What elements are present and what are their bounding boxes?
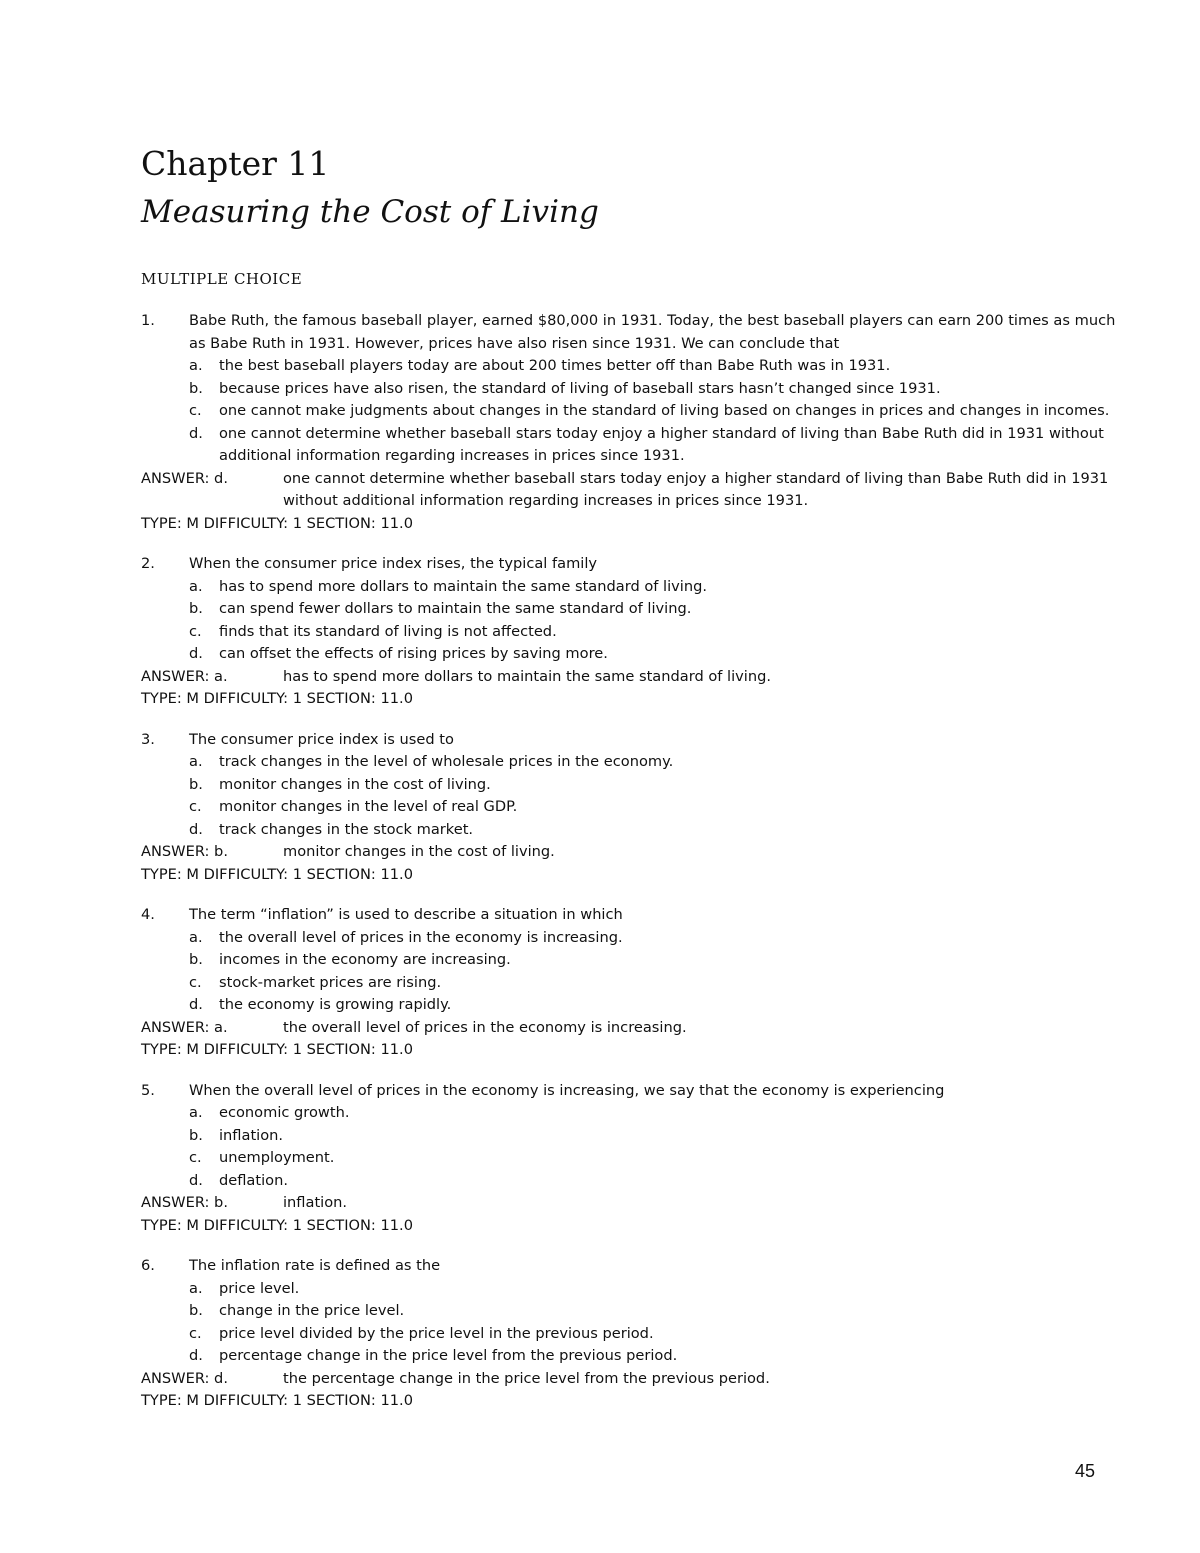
question-stem: When the consumer price index rises, the typical family	[189, 555, 598, 572]
question-item	[141, 310, 1121, 535]
question-number: 1.	[141, 312, 155, 329]
choice-list	[141, 355, 1121, 468]
choice-letter: d.	[189, 645, 203, 662]
choice-letter: a.	[189, 1104, 203, 1121]
question-meta: TYPE: M DIFFICULTY: 1 SECTION: 11.0	[141, 865, 413, 883]
choice-item	[141, 423, 1121, 468]
choice-text: monitor changes in the cost of living.	[219, 775, 491, 793]
choice-text: incomes in the economy are increasing.	[219, 951, 511, 968]
choice-item	[141, 949, 1121, 972]
choice-item	[141, 774, 1121, 797]
choice-item	[141, 1170, 1121, 1193]
choice-letter: d.	[189, 996, 203, 1013]
choice-text: unemployment.	[219, 1149, 335, 1166]
answer-text: the percentage change in the price level from the previous period.	[283, 1369, 770, 1387]
choice-list	[141, 1102, 1121, 1192]
answer-label: ANSWER: b.	[141, 843, 228, 860]
choice-letter: b.	[189, 1126, 203, 1144]
choice-text: change in the price level.	[219, 1302, 405, 1319]
question-line	[141, 1080, 1121, 1103]
answer-text: has to spend more dollars to maintain the same standard of living.	[283, 667, 772, 685]
question-item	[141, 1255, 1121, 1413]
choice-list	[141, 927, 1121, 1017]
question-meta: TYPE: M DIFFICULTY: 1 SECTION: 11.0	[141, 514, 413, 532]
choice-letter: d.	[189, 1347, 203, 1364]
choice-letter: c.	[189, 622, 202, 640]
question-list	[141, 310, 1121, 1431]
choice-letter: b.	[189, 600, 203, 617]
page-number: 45	[1075, 1461, 1096, 1481]
choice-text: economic growth.	[219, 1104, 350, 1121]
choice-text: stock-market prices are rising.	[219, 973, 442, 991]
answer-line	[141, 1368, 1121, 1391]
choice-letter: a.	[189, 928, 203, 946]
question-stem: The consumer price index is used to	[189, 730, 454, 748]
choice-item	[141, 972, 1121, 995]
answer-line	[141, 666, 1121, 689]
choice-letter: d.	[189, 424, 203, 442]
choice-item	[141, 1323, 1121, 1346]
choice-letter: a.	[189, 753, 203, 770]
question-item	[141, 904, 1121, 1062]
answer-label: ANSWER: a.	[141, 1018, 228, 1036]
question-meta: TYPE: M DIFFICULTY: 1 SECTION: 11.0	[141, 1392, 413, 1409]
answer-label: ANSWER: d.	[141, 469, 228, 487]
answer-text: the overall level of prices in the economy is increasing.	[283, 1018, 687, 1036]
choice-item	[141, 1278, 1121, 1301]
question-number: 4.	[141, 906, 155, 923]
choice-text: the economy is growing rapidly.	[219, 996, 452, 1013]
choice-item	[141, 621, 1121, 644]
question-line	[141, 729, 1121, 752]
answer-line	[141, 841, 1121, 864]
choice-text: one cannot make judgments about changes in the standard of living based on changes in prices and changes in incomes.	[219, 402, 1110, 419]
choice-text: price level divided by the price level in the previous period.	[219, 1324, 654, 1342]
choice-item	[141, 576, 1121, 599]
choice-letter: c.	[189, 402, 202, 419]
question-item	[141, 729, 1121, 887]
choice-text: can offset the effects of rising prices by saving more.	[219, 645, 608, 662]
choice-item	[141, 1345, 1121, 1368]
question-stem: When the overall level of prices in the economy is increasing, we say that the economy is experiencing	[189, 1081, 945, 1099]
choice-letter: d.	[189, 1171, 203, 1189]
choice-item	[141, 751, 1121, 774]
choice-letter: c.	[189, 1324, 202, 1342]
answer-line	[141, 1017, 1121, 1040]
choice-text: finds that its standard of living is not affected.	[219, 622, 557, 640]
choice-letter: b.	[189, 1302, 203, 1319]
choice-item	[141, 927, 1121, 950]
question-item	[141, 553, 1121, 711]
question-number: 3.	[141, 730, 155, 748]
question-number: 6.	[141, 1257, 155, 1274]
choice-letter: a.	[189, 1279, 203, 1297]
choice-text: price level.	[219, 1279, 300, 1297]
choice-list	[141, 751, 1121, 841]
choice-list	[141, 576, 1121, 666]
choice-letter: b.	[189, 379, 203, 397]
choice-text: the overall level of prices in the economy is increasing.	[219, 928, 623, 946]
choice-item	[141, 643, 1121, 666]
choice-text: track changes in the stock market.	[219, 820, 474, 838]
question-meta: TYPE: M DIFFICULTY: 1 SECTION: 11.0	[141, 1041, 413, 1058]
answer-label: ANSWER: a.	[141, 667, 228, 685]
choice-letter: b.	[189, 951, 203, 968]
choice-item	[141, 796, 1121, 819]
answer-text: inflation.	[283, 1194, 348, 1211]
answer-text: monitor changes in the cost of living.	[283, 843, 555, 860]
choice-item	[141, 819, 1121, 842]
question-line	[141, 1255, 1121, 1278]
choice-list	[141, 1278, 1121, 1368]
question-item	[141, 1080, 1121, 1238]
question-stem: Babe Ruth, the famous baseball player, earned $80,000 in 1931. Today, the best baseball players can earn 200 times as much as Babe Ruth in 1931. However, prices have also risen since 1931. We can conclude that	[189, 312, 1116, 352]
choice-item	[141, 1125, 1121, 1148]
choice-text: percentage change in the price level from the previous period.	[219, 1347, 678, 1364]
choice-letter: c.	[189, 798, 202, 815]
choice-text: the best baseball players today are about 200 times better off than Babe Ruth was in 1931.	[219, 357, 891, 374]
choice-letter: a.	[189, 357, 203, 374]
choice-letter: d.	[189, 820, 203, 838]
question-stem: The term “inflation” is used to describe a situation in which	[189, 906, 623, 923]
answer-label: ANSWER: b.	[141, 1194, 228, 1211]
choice-letter: b.	[189, 775, 203, 793]
choice-text: has to spend more dollars to maintain the same standard of living.	[219, 577, 708, 595]
question-meta: TYPE: M DIFFICULTY: 1 SECTION: 11.0	[141, 690, 413, 707]
choice-text: inflation.	[219, 1126, 284, 1144]
question-meta: TYPE: M DIFFICULTY: 1 SECTION: 11.0	[141, 1216, 413, 1234]
question-line	[141, 553, 1121, 576]
chapter-subtitle: Measuring the Cost of Living	[141, 194, 599, 230]
choice-item	[141, 1102, 1121, 1125]
section-heading: MULTIPLE CHOICE	[141, 270, 303, 288]
choice-text: track changes in the level of wholesale prices in the economy.	[219, 753, 674, 770]
choice-item	[141, 355, 1121, 378]
choice-text: deflation.	[219, 1171, 288, 1189]
answer-text: one cannot determine whether baseball stars today enjoy a higher standard of living than Babe Ruth did in 1931 without additional information regarding increases in prices since 1931.	[283, 469, 1109, 509]
choice-text: can spend fewer dollars to maintain the same standard of living.	[219, 600, 692, 617]
choice-item	[141, 378, 1121, 401]
question-line	[141, 310, 1121, 355]
choice-text: because prices have also risen, the standard of living of baseball stars hasn’t changed since 1931.	[219, 379, 941, 397]
choice-letter: c.	[189, 973, 202, 991]
question-stem: The inflation rate is defined as the	[189, 1257, 441, 1274]
choice-letter: c.	[189, 1149, 202, 1166]
choice-text: monitor changes in the level of real GDP.	[219, 798, 518, 815]
question-number: 5.	[141, 1081, 155, 1099]
answer-line	[141, 1192, 1121, 1215]
chapter-title: Chapter 11	[141, 144, 330, 183]
choice-item	[141, 1147, 1121, 1170]
question-line	[141, 904, 1121, 927]
choice-item	[141, 400, 1121, 423]
choice-text: one cannot determine whether baseball stars today enjoy a higher standard of living than Babe Ruth did in 1931 without additional information regarding increases in prices since 1931.	[219, 424, 1104, 464]
choice-item	[141, 994, 1121, 1017]
answer-line	[141, 468, 1121, 513]
choice-item	[141, 1300, 1121, 1323]
choice-item	[141, 598, 1121, 621]
question-number: 2.	[141, 555, 155, 572]
choice-letter: a.	[189, 577, 203, 595]
answer-label: ANSWER: d.	[141, 1369, 228, 1387]
